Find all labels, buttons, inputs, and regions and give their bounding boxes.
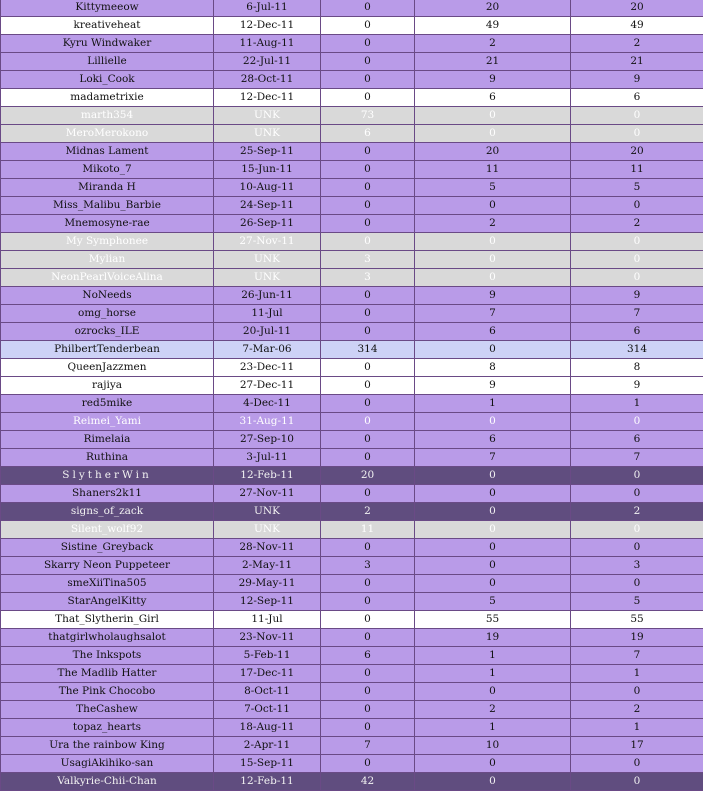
total-cell: 0: [571, 683, 703, 701]
date-cell: UNK: [214, 251, 321, 269]
count-b-cell: 20: [415, 0, 571, 17]
date-cell: 27-Sep-10: [214, 431, 321, 449]
table-row: [1, 71, 703, 89]
total-cell: 0: [571, 575, 703, 593]
total-cell: 11: [571, 161, 703, 179]
table-row: [1, 665, 703, 683]
count-b-cell: 1: [415, 719, 571, 737]
date-cell: 29-May-11: [214, 575, 321, 593]
total-cell: 6: [571, 89, 703, 107]
date-cell: UNK: [214, 269, 321, 287]
count-a-cell: 0: [321, 539, 415, 557]
name-cell: Skarry Neon Puppeteer: [1, 557, 214, 575]
count-b-cell: 1: [415, 647, 571, 665]
count-a-cell: 0: [321, 593, 415, 611]
name-cell: The Pink Chocobo: [1, 683, 214, 701]
total-cell: 6: [571, 431, 703, 449]
date-cell: 2-May-11: [214, 557, 321, 575]
date-cell: UNK: [214, 125, 321, 143]
count-a-cell: 0: [321, 305, 415, 323]
total-cell: 0: [571, 251, 703, 269]
date-cell: 2-Apr-11: [214, 737, 321, 755]
count-a-cell: 0: [321, 665, 415, 683]
name-cell: marth354: [1, 107, 214, 125]
count-a-cell: 0: [321, 233, 415, 251]
table-body: [1, 0, 703, 791]
count-a-cell: 6: [321, 647, 415, 665]
count-b-cell: 1: [415, 665, 571, 683]
name-cell: The Inkspots: [1, 647, 214, 665]
date-cell: 12-Dec-11: [214, 17, 321, 35]
count-b-cell: 0: [415, 557, 571, 575]
total-cell: 0: [571, 233, 703, 251]
name-cell: NeonPearlVoiceAlina: [1, 269, 214, 287]
table-row: [1, 701, 703, 719]
count-a-cell: 0: [321, 161, 415, 179]
total-cell: 9: [571, 377, 703, 395]
count-b-cell: 0: [415, 107, 571, 125]
table-row: [1, 431, 703, 449]
date-cell: 18-Aug-11: [214, 719, 321, 737]
date-cell: 26-Sep-11: [214, 215, 321, 233]
total-cell: 17: [571, 737, 703, 755]
total-cell: 1: [571, 665, 703, 683]
date-cell: 26-Jun-11: [214, 287, 321, 305]
table-row: [1, 467, 703, 485]
name-cell: Rimelaia: [1, 431, 214, 449]
count-a-cell: 0: [321, 755, 415, 773]
count-a-cell: 0: [321, 89, 415, 107]
name-cell: SlytherWin: [1, 467, 214, 485]
count-a-cell: 0: [321, 701, 415, 719]
count-a-cell: 2: [321, 503, 415, 521]
count-a-cell: 0: [321, 71, 415, 89]
date-cell: 23-Dec-11: [214, 359, 321, 377]
count-a-cell: 0: [321, 431, 415, 449]
name-cell: thatgirlwholaughsalot: [1, 629, 214, 647]
date-cell: 3-Jul-11: [214, 449, 321, 467]
total-cell: 0: [571, 485, 703, 503]
count-a-cell: 6: [321, 125, 415, 143]
date-cell: 11-Aug-11: [214, 35, 321, 53]
count-b-cell: 0: [415, 683, 571, 701]
name-cell: Kyru Windwaker: [1, 35, 214, 53]
table-row: [1, 629, 703, 647]
count-b-cell: 55: [415, 611, 571, 629]
table-row: [1, 611, 703, 629]
name-cell: QueenJazzmen: [1, 359, 214, 377]
total-cell: 9: [571, 287, 703, 305]
count-b-cell: 9: [415, 377, 571, 395]
count-b-cell: 2: [415, 35, 571, 53]
date-cell: 25-Sep-11: [214, 143, 321, 161]
count-a-cell: 0: [321, 215, 415, 233]
count-b-cell: 0: [415, 773, 571, 791]
total-cell: 0: [571, 755, 703, 773]
table-row: [1, 0, 703, 17]
name-cell: Lillielle: [1, 53, 214, 71]
count-b-cell: 0: [415, 755, 571, 773]
count-a-cell: 3: [321, 251, 415, 269]
name-cell: Shaners2k11: [1, 485, 214, 503]
name-cell: Reimei_Yami: [1, 413, 214, 431]
total-cell: 8: [571, 359, 703, 377]
name-cell: NoNeeds: [1, 287, 214, 305]
count-b-cell: 0: [415, 485, 571, 503]
count-b-cell: 0: [415, 413, 571, 431]
total-cell: 5: [571, 593, 703, 611]
count-a-cell: 0: [321, 53, 415, 71]
table-row: [1, 737, 703, 755]
name-cell: omg_horse: [1, 305, 214, 323]
date-cell: 27-Nov-11: [214, 485, 321, 503]
count-b-cell: 0: [415, 539, 571, 557]
table-row: [1, 341, 703, 359]
name-cell: Mnemosyne-rae: [1, 215, 214, 233]
name-cell: Mikoto_7: [1, 161, 214, 179]
count-a-cell: 314: [321, 341, 415, 359]
count-b-cell: 6: [415, 431, 571, 449]
name-cell: That_Slytherin_Girl: [1, 611, 214, 629]
count-b-cell: 2: [415, 215, 571, 233]
total-cell: 1: [571, 395, 703, 413]
date-cell: 5-Feb-11: [214, 647, 321, 665]
table-row: [1, 593, 703, 611]
count-a-cell: 7: [321, 737, 415, 755]
name-cell: Ura the rainbow King: [1, 737, 214, 755]
table-row: [1, 269, 703, 287]
total-cell: 0: [571, 467, 703, 485]
name-cell: StarAngelKitty: [1, 593, 214, 611]
count-a-cell: 3: [321, 269, 415, 287]
count-b-cell: 9: [415, 287, 571, 305]
date-cell: 7-Oct-11: [214, 701, 321, 719]
table-row: [1, 377, 703, 395]
count-b-cell: 0: [415, 467, 571, 485]
name-cell: Ruthina: [1, 449, 214, 467]
table-row: [1, 413, 703, 431]
date-cell: 15-Jun-11: [214, 161, 321, 179]
total-cell: 7: [571, 449, 703, 467]
date-cell: 28-Nov-11: [214, 539, 321, 557]
table-row: [1, 197, 703, 215]
date-cell: 15-Sep-11: [214, 755, 321, 773]
table-row: [1, 575, 703, 593]
count-b-cell: 9: [415, 71, 571, 89]
date-cell: 12-Feb-11: [214, 467, 321, 485]
count-b-cell: 0: [415, 341, 571, 359]
table-row: [1, 449, 703, 467]
date-cell: 17-Dec-11: [214, 665, 321, 683]
count-a-cell: 73: [321, 107, 415, 125]
date-cell: 12-Dec-11: [214, 89, 321, 107]
table-row: [1, 359, 703, 377]
count-b-cell: 8: [415, 359, 571, 377]
total-cell: 5: [571, 179, 703, 197]
count-b-cell: 5: [415, 593, 571, 611]
count-b-cell: 10: [415, 737, 571, 755]
table-row: [1, 305, 703, 323]
date-cell: 8-Oct-11: [214, 683, 321, 701]
date-cell: 23-Nov-11: [214, 629, 321, 647]
count-b-cell: 6: [415, 323, 571, 341]
count-b-cell: 7: [415, 305, 571, 323]
total-cell: 0: [571, 269, 703, 287]
table-row: [1, 161, 703, 179]
total-cell: 20: [571, 0, 703, 17]
count-b-cell: 19: [415, 629, 571, 647]
count-b-cell: 7: [415, 449, 571, 467]
count-b-cell: 0: [415, 575, 571, 593]
count-a-cell: 0: [321, 359, 415, 377]
date-cell: 10-Aug-11: [214, 179, 321, 197]
date-cell: 7-Mar-06: [214, 341, 321, 359]
count-b-cell: 0: [415, 251, 571, 269]
table-row: [1, 773, 703, 791]
name-cell: Miranda H: [1, 179, 214, 197]
table-row: [1, 125, 703, 143]
count-a-cell: 0: [321, 629, 415, 647]
count-a-cell: 0: [321, 179, 415, 197]
table-row: [1, 503, 703, 521]
count-a-cell: 0: [321, 449, 415, 467]
date-cell: 27-Dec-11: [214, 377, 321, 395]
name-cell: My Symphonee: [1, 233, 214, 251]
date-cell: 4-Dec-11: [214, 395, 321, 413]
count-a-cell: 0: [321, 485, 415, 503]
count-a-cell: 0: [321, 0, 415, 17]
count-a-cell: 0: [321, 287, 415, 305]
table-row: [1, 53, 703, 71]
table-row: [1, 179, 703, 197]
count-b-cell: 0: [415, 233, 571, 251]
count-a-cell: 0: [321, 719, 415, 737]
name-cell: Valkyrie-Chii-Chan: [1, 773, 214, 791]
name-cell: ozrocks_ILE: [1, 323, 214, 341]
table-row: [1, 215, 703, 233]
total-cell: 20: [571, 143, 703, 161]
count-a-cell: 0: [321, 683, 415, 701]
count-b-cell: 0: [415, 269, 571, 287]
name-cell: The Madlib Hatter: [1, 665, 214, 683]
total-cell: 6: [571, 323, 703, 341]
name-cell: Miss_Malibu_Barbie: [1, 197, 214, 215]
total-cell: 49: [571, 17, 703, 35]
count-a-cell: 3: [321, 557, 415, 575]
count-b-cell: 49: [415, 17, 571, 35]
count-a-cell: 0: [321, 323, 415, 341]
table-row: [1, 557, 703, 575]
date-cell: 24-Sep-11: [214, 197, 321, 215]
total-cell: 0: [571, 413, 703, 431]
count-b-cell: 20: [415, 143, 571, 161]
count-a-cell: 0: [321, 575, 415, 593]
table-row: [1, 89, 703, 107]
date-cell: 28-Oct-11: [214, 71, 321, 89]
table-row: [1, 17, 703, 35]
table-row: [1, 251, 703, 269]
total-cell: 1: [571, 719, 703, 737]
name-cell: Loki_Cook: [1, 71, 214, 89]
table-row: [1, 683, 703, 701]
date-cell: 22-Jul-11: [214, 53, 321, 71]
total-cell: 0: [571, 107, 703, 125]
name-cell: Silent_wolf92: [1, 521, 214, 539]
total-cell: 2: [571, 215, 703, 233]
table-row: [1, 287, 703, 305]
count-a-cell: 0: [321, 611, 415, 629]
table-row: [1, 395, 703, 413]
total-cell: 0: [571, 539, 703, 557]
total-cell: 2: [571, 503, 703, 521]
table-row: [1, 233, 703, 251]
total-cell: 0: [571, 125, 703, 143]
count-a-cell: 0: [321, 377, 415, 395]
name-cell: madametrixie: [1, 89, 214, 107]
count-a-cell: 0: [321, 35, 415, 53]
count-a-cell: 0: [321, 197, 415, 215]
table-row: [1, 647, 703, 665]
count-b-cell: 0: [415, 125, 571, 143]
table-row: [1, 521, 703, 539]
count-a-cell: 0: [321, 143, 415, 161]
date-cell: 11-Jul: [214, 611, 321, 629]
total-cell: 55: [571, 611, 703, 629]
name-cell: Kittymeeow: [1, 0, 214, 17]
count-b-cell: 0: [415, 521, 571, 539]
table-row: [1, 539, 703, 557]
table-row: [1, 143, 703, 161]
count-b-cell: 21: [415, 53, 571, 71]
name-cell: Mylian: [1, 251, 214, 269]
total-cell: 7: [571, 647, 703, 665]
count-a-cell: 0: [321, 413, 415, 431]
total-cell: 0: [571, 197, 703, 215]
name-cell: MeroMerokono: [1, 125, 214, 143]
table-row: [1, 323, 703, 341]
name-cell: topaz_hearts: [1, 719, 214, 737]
date-cell: 6-Jul-11: [214, 0, 321, 17]
name-cell: Midnas Lament: [1, 143, 214, 161]
total-cell: 2: [571, 701, 703, 719]
count-b-cell: 1: [415, 395, 571, 413]
table-row: [1, 485, 703, 503]
count-a-cell: 11: [321, 521, 415, 539]
total-cell: 7: [571, 305, 703, 323]
count-a-cell: 20: [321, 467, 415, 485]
total-cell: 0: [571, 521, 703, 539]
table-row: [1, 719, 703, 737]
name-cell: PhilbertTenderbean: [1, 341, 214, 359]
name-cell: Sistine_Greyback: [1, 539, 214, 557]
date-cell: 12-Feb-11: [214, 773, 321, 791]
table-row: [1, 755, 703, 773]
date-cell: UNK: [214, 503, 321, 521]
name-cell: signs_of_zack: [1, 503, 214, 521]
name-cell: rajiya: [1, 377, 214, 395]
total-cell: 314: [571, 341, 703, 359]
name-cell: red5mike: [1, 395, 214, 413]
count-b-cell: 0: [415, 503, 571, 521]
date-cell: 12-Sep-11: [214, 593, 321, 611]
total-cell: 2: [571, 35, 703, 53]
count-b-cell: 2: [415, 701, 571, 719]
count-a-cell: 42: [321, 773, 415, 791]
total-cell: 19: [571, 629, 703, 647]
count-a-cell: 0: [321, 395, 415, 413]
count-b-cell: 6: [415, 89, 571, 107]
count-b-cell: 0: [415, 197, 571, 215]
table-row: [1, 107, 703, 125]
name-cell: TheCashew: [1, 701, 214, 719]
date-cell: UNK: [214, 521, 321, 539]
count-b-cell: 5: [415, 179, 571, 197]
total-cell: 9: [571, 71, 703, 89]
date-cell: 31-Aug-11: [214, 413, 321, 431]
table-row: [1, 35, 703, 53]
total-cell: 0: [571, 773, 703, 791]
count-a-cell: 0: [321, 17, 415, 35]
name-cell: kreativeheat: [1, 17, 214, 35]
date-cell: 20-Jul-11: [214, 323, 321, 341]
name-cell: UsagiAkihiko-san: [1, 755, 214, 773]
name-cell: smeXiiTina505: [1, 575, 214, 593]
total-cell: 3: [571, 557, 703, 575]
date-cell: UNK: [214, 107, 321, 125]
date-cell: 27-Nov-11: [214, 233, 321, 251]
date-cell: 11-Jul: [214, 305, 321, 323]
total-cell: 21: [571, 53, 703, 71]
count-b-cell: 11: [415, 161, 571, 179]
